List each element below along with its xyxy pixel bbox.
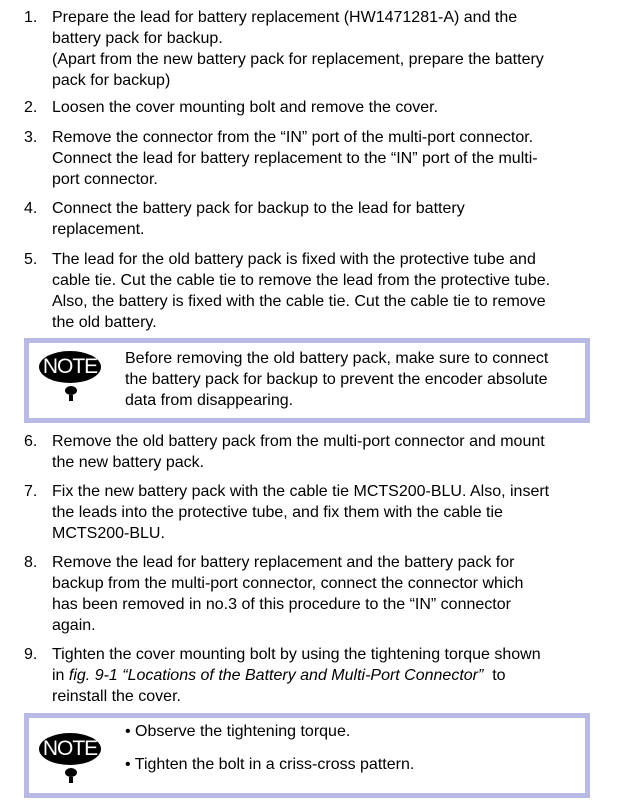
step-line: Connect the battery pack for backup to the lead for battery bbox=[52, 200, 465, 217]
note-bullet: • Observe the tightening torque. bbox=[125, 723, 351, 740]
step-line: Remove the lead for battery replacement and the battery pack for bbox=[52, 554, 515, 571]
step-line: MCTS200-BLU. bbox=[52, 525, 165, 542]
step-line-prefix: in bbox=[52, 667, 69, 684]
note-dot bbox=[65, 768, 77, 777]
step-line: Remove the old battery pack from the multi-port connector and mount bbox=[52, 433, 545, 450]
note-stem bbox=[69, 777, 73, 783]
step-text bbox=[52, 481, 597, 544]
note-badge: NOTE bbox=[39, 733, 101, 765]
step-text bbox=[52, 431, 597, 473]
step-line: Connect the lead for battery replacement to the “IN” port of the multi- bbox=[52, 150, 538, 167]
note-icon bbox=[39, 351, 103, 401]
step-line: The lead for the old battery pack is fixed with the protective tube and bbox=[52, 251, 536, 268]
step-line: the old battery. bbox=[52, 314, 157, 331]
step-line: Fix the new battery pack with the cable tie MCTS200-BLU. Also, insert bbox=[52, 483, 550, 500]
step-text bbox=[52, 127, 597, 190]
step-number: 9. bbox=[24, 646, 38, 663]
step-number: 5. bbox=[24, 251, 38, 268]
step-line: replacement. bbox=[52, 221, 145, 238]
step-line: again. bbox=[52, 617, 96, 634]
step-number: 8. bbox=[24, 554, 38, 571]
step-text bbox=[52, 7, 597, 91]
step-line: Loosen the cover mounting bolt and remove the cover. bbox=[52, 99, 439, 116]
note-box-inner bbox=[29, 718, 585, 793]
note-box-backup-warning bbox=[24, 338, 590, 423]
note-line: the battery pack for backup to prevent the encoder absolute bbox=[125, 371, 548, 388]
note-badge: NOTE bbox=[39, 351, 101, 383]
step-line: reinstall the cover. bbox=[52, 688, 181, 705]
step-number: 4. bbox=[24, 200, 38, 217]
note-text bbox=[125, 348, 585, 411]
note-bullet: • Tighten the bolt in a criss-cross pattern. bbox=[125, 756, 415, 773]
step-line: the new battery pack. bbox=[52, 454, 205, 471]
note-box-inner bbox=[29, 343, 585, 418]
step-line: cable tie. Cut the cable tie to remove the lead from the protective tube. bbox=[52, 272, 551, 289]
note-icon bbox=[39, 733, 103, 783]
step-text bbox=[52, 552, 597, 636]
figure-reference: fig. 9-1 “Locations of the Battery and Multi-Port Connector” bbox=[68, 667, 484, 684]
step-text bbox=[52, 97, 597, 118]
step-line bbox=[52, 665, 597, 686]
step-line: Remove the connector from the “IN” port of the multi-port connector. bbox=[52, 129, 534, 146]
step-line-suffix: to bbox=[483, 667, 506, 684]
note-line: Before removing the old battery pack, make sure to connect bbox=[125, 350, 549, 367]
step-line: port connector. bbox=[52, 171, 158, 188]
step-text bbox=[52, 198, 597, 240]
note-line: data from disappearing. bbox=[125, 392, 294, 409]
step-number: 6. bbox=[24, 433, 38, 450]
step-line: pack for backup) bbox=[52, 72, 171, 89]
note-stem bbox=[69, 395, 73, 401]
note-box-tightening bbox=[24, 713, 590, 798]
step-line: backup from the multi-port connector, connect the connector which bbox=[52, 575, 524, 592]
step-number: 3. bbox=[24, 129, 38, 146]
note-dot bbox=[65, 386, 77, 395]
step-line: has been removed in no.3 of this procedure to the “IN” connector bbox=[52, 596, 511, 613]
step-line: Also, the battery is fixed with the cable tie. Cut the cable tie to remove bbox=[52, 293, 546, 310]
step-line: Prepare the lead for battery replacement (HW1471281-A) and the bbox=[52, 9, 518, 26]
step-number: 7. bbox=[24, 483, 38, 500]
step-line: battery pack for backup. bbox=[52, 30, 223, 47]
step-line: Tighten the cover mounting bolt by using the tightening torque shown bbox=[52, 646, 541, 663]
step-line: the leads into the protective tube, and fix them with the cable tie bbox=[52, 504, 503, 521]
step-text bbox=[52, 249, 597, 333]
step-number: 2. bbox=[24, 99, 38, 116]
step-text bbox=[52, 644, 597, 707]
step-line: (Apart from the new battery pack for replacement, prepare the battery bbox=[52, 51, 544, 68]
step-number: 1. bbox=[24, 9, 38, 26]
